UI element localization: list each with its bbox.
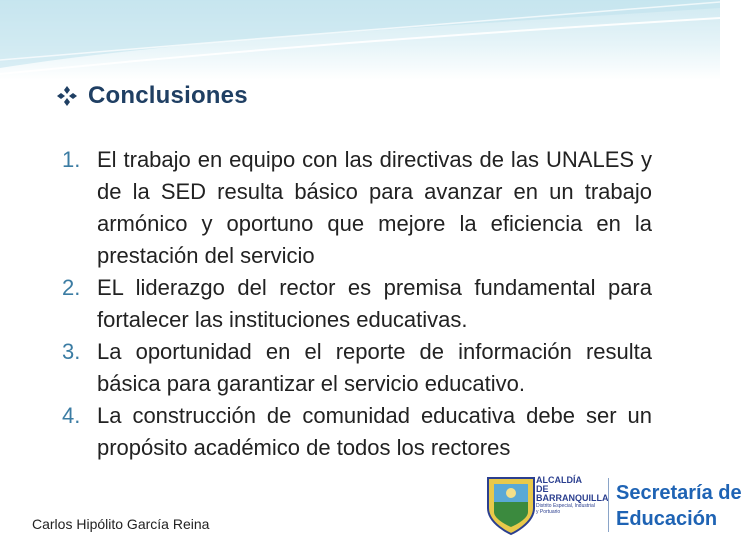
title-row [56,80,248,112]
list-item-number: 3. [62,339,81,364]
list-item [56,272,652,336]
alcaldia-subtitle: Distrito Especial, Industrial y Portuario [536,503,595,515]
list-item-number: 2. [62,275,81,300]
header-band [0,0,720,80]
slide-title: Conclusiones [88,82,248,109]
barranquilla-seal-icon [482,472,540,536]
list-item-text: El trabajo en equipo con las directivas de las UNALES y de la SED resulta básico para avanzar en un trabajo armónico y oportuno que mejore la eficiencia en la prestación del servicio [97,147,652,268]
alcaldia-line1: ALCALDÍA DE [536,475,582,494]
secretaria-educacion-logo [472,462,742,540]
header-wave-decoration [0,0,720,80]
conclusions-list [56,144,652,464]
list-item-text: EL liderazgo del rector es premisa fundamental para fortalecer las instituciones educativas. [97,275,652,332]
educacion-text: Educación [616,508,718,530]
logo-divider [608,478,609,532]
list-item [56,144,652,272]
author-footer: Carlos Hipólito García Reina [32,516,210,532]
secretaria-text: Secretaría de [616,482,742,504]
list-item-number: 1. [62,147,81,172]
list-item-text: La oportunidad en el reporte de información resulta básica para garantizar el servicio educativo. [97,339,652,396]
list-item [56,400,652,464]
list-item-text: La construcción de comunidad educativa debe ser un propósito académico de todos los rectores [97,403,652,460]
list-item-number: 4. [62,403,81,428]
diamond-bullet-icon [56,85,78,107]
list-item [56,336,652,400]
alcaldia-line2: BARRANQUILLA [536,493,609,503]
alcaldia-text [536,475,609,515]
